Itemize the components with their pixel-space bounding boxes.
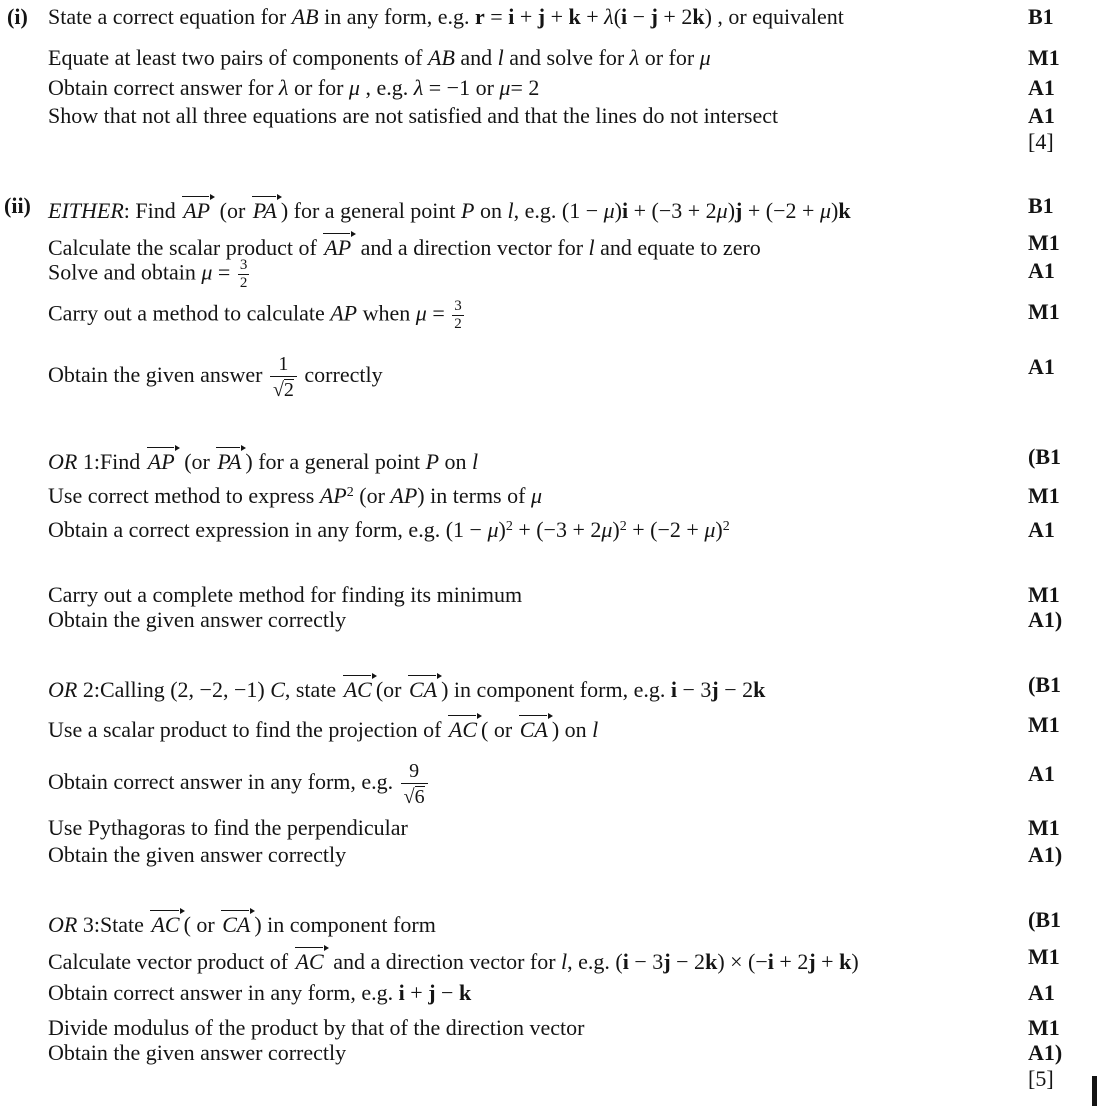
criterion-text: Show that not all three equations are not satisfied and that the lines do not intersect (48, 103, 779, 128)
mark-code: A1 (1028, 980, 1055, 1005)
criterion-text: EITHER: Find AP (or PA ) for a general point P on l, e.g. (1 − μ)i + (−3 + 2μ)j + (−2 + μ)k (48, 193, 851, 224)
scheme-line (0, 1015, 1100, 1041)
scheme-line (0, 299, 1100, 332)
mark-code: (B1 (1028, 907, 1061, 932)
scheme-line (0, 517, 1100, 543)
scheme-line (0, 483, 1100, 509)
mark-code: M1 (1028, 815, 1060, 840)
scheme-line (0, 444, 1100, 475)
mark-code: M1 (1028, 299, 1060, 324)
scheme-line (0, 907, 1100, 938)
criterion-text: State a correct equation for AB in any form, e.g. r = i + j + k + λ(i − j + 2k) , or equivalent (48, 4, 844, 29)
criterion-text: Obtain the given answer correctly (48, 1040, 347, 1065)
mark-code: A1 (1028, 103, 1055, 128)
mark-code: M1 (1028, 944, 1060, 969)
scheme-line (0, 672, 1100, 703)
scheme-line (0, 761, 1100, 807)
mark-code: A1 (1028, 354, 1055, 379)
criterion-text: OR 3:State AC ( or CA ) in component form (48, 907, 436, 938)
scheme-line (0, 230, 1100, 261)
section-total: [4] (1028, 129, 1054, 154)
mark-code: M1 (1028, 45, 1060, 70)
scheme-line (0, 258, 1100, 291)
criterion-text: Obtain the given answer $\frac{1}{√2}$ correctly (48, 353, 383, 401)
scheme-line (0, 842, 1100, 868)
mark-code: A1 (1028, 258, 1055, 283)
scheme-line (0, 103, 1100, 129)
criterion-text: Use Pythagoras to find the perpendicular (48, 815, 408, 840)
scheme-line (0, 193, 1100, 224)
mark-code: A1 (1028, 761, 1055, 786)
scheme-line (0, 815, 1100, 841)
criterion-text: OR 2:Calling (2, −2, −1) C, state AC (or CA ) in component form, e.g. i − 3j − 2k (48, 672, 765, 703)
page-edge-mark (1092, 1076, 1097, 1106)
criterion-text: Obtain correct answer for λ or for μ , e.g. λ = −1 or μ= 2 (48, 75, 540, 100)
scheme-line (0, 4, 1100, 30)
criterion-text: Obtain the given answer correctly (48, 607, 347, 632)
mark-code: A1) (1028, 607, 1063, 632)
scheme-line (0, 582, 1100, 608)
part-label: (ii) (4, 193, 31, 218)
scheme-line (0, 1040, 1100, 1066)
section-total: [5] (1028, 1066, 1054, 1091)
part-label: (i) (7, 4, 28, 29)
scheme-line (0, 607, 1100, 633)
mark-code: M1 (1028, 230, 1060, 255)
criterion-text: OR 1:Find AP (or PA ) for a general point P on l (48, 444, 478, 475)
mark-code: M1 (1028, 1015, 1060, 1040)
criterion-text: Carry out a method to calculate AP when μ = $\frac{3}{2}$ (48, 298, 462, 332)
mark-code: B1 (1028, 4, 1054, 29)
mark-code: (B1 (1028, 672, 1061, 697)
mark-code: M1 (1028, 582, 1060, 607)
scheme-line (0, 45, 1100, 71)
criterion-text: Obtain a correct expression in any form, e.g. $(1 - \mu)^2 + (-3 + 2\mu)^2 + (-2 + \mu)^2$ (48, 517, 730, 542)
mark-code: B1 (1028, 193, 1054, 218)
mark-code: A1) (1028, 1040, 1063, 1065)
mark-code: A1 (1028, 75, 1055, 100)
criterion-text: Obtain the given answer correctly (48, 842, 347, 867)
scheme-line (0, 354, 1100, 400)
scheme-line (0, 75, 1100, 101)
scheme-line (0, 712, 1100, 743)
mark-code: M1 (1028, 712, 1060, 737)
mark-code: A1) (1028, 842, 1063, 867)
criterion-text: Equate at least two pairs of components of AB and l and solve for λ or for μ (48, 45, 711, 70)
criterion-text: Obtain correct answer in any form, e.g. i + j − k (48, 980, 472, 1005)
criterion-text: Obtain correct answer in any form, e.g. $\frac{9}{√6}$ (48, 761, 430, 807)
scheme-line (0, 944, 1100, 975)
criterion-text: Divide modulus of the product by that of the direction vector (48, 1015, 585, 1040)
criterion-text: Use correct method to express $AP^2$ (or AP) in terms of μ (48, 483, 542, 508)
criterion-text: Carry out a complete method for finding its minimum (48, 582, 523, 607)
mark-code: (B1 (1028, 444, 1061, 469)
mark-code: A1 (1028, 517, 1055, 542)
criterion-text: Calculate vector product of AC and a direction vector for l, e.g. (i − 3j − 2k) × (−i + 2j + k) (48, 944, 859, 975)
criterion-text: Calculate the scalar product of AP and a direction vector for l and equate to zero (48, 230, 761, 261)
criterion-text: Use a scalar product to find the projection of AC ( or CA ) on l (48, 712, 598, 743)
mark-code: M1 (1028, 483, 1060, 508)
criterion-text: Solve and obtain μ = $\frac{3}{2}$ (48, 257, 248, 291)
scheme-line (0, 980, 1100, 1006)
